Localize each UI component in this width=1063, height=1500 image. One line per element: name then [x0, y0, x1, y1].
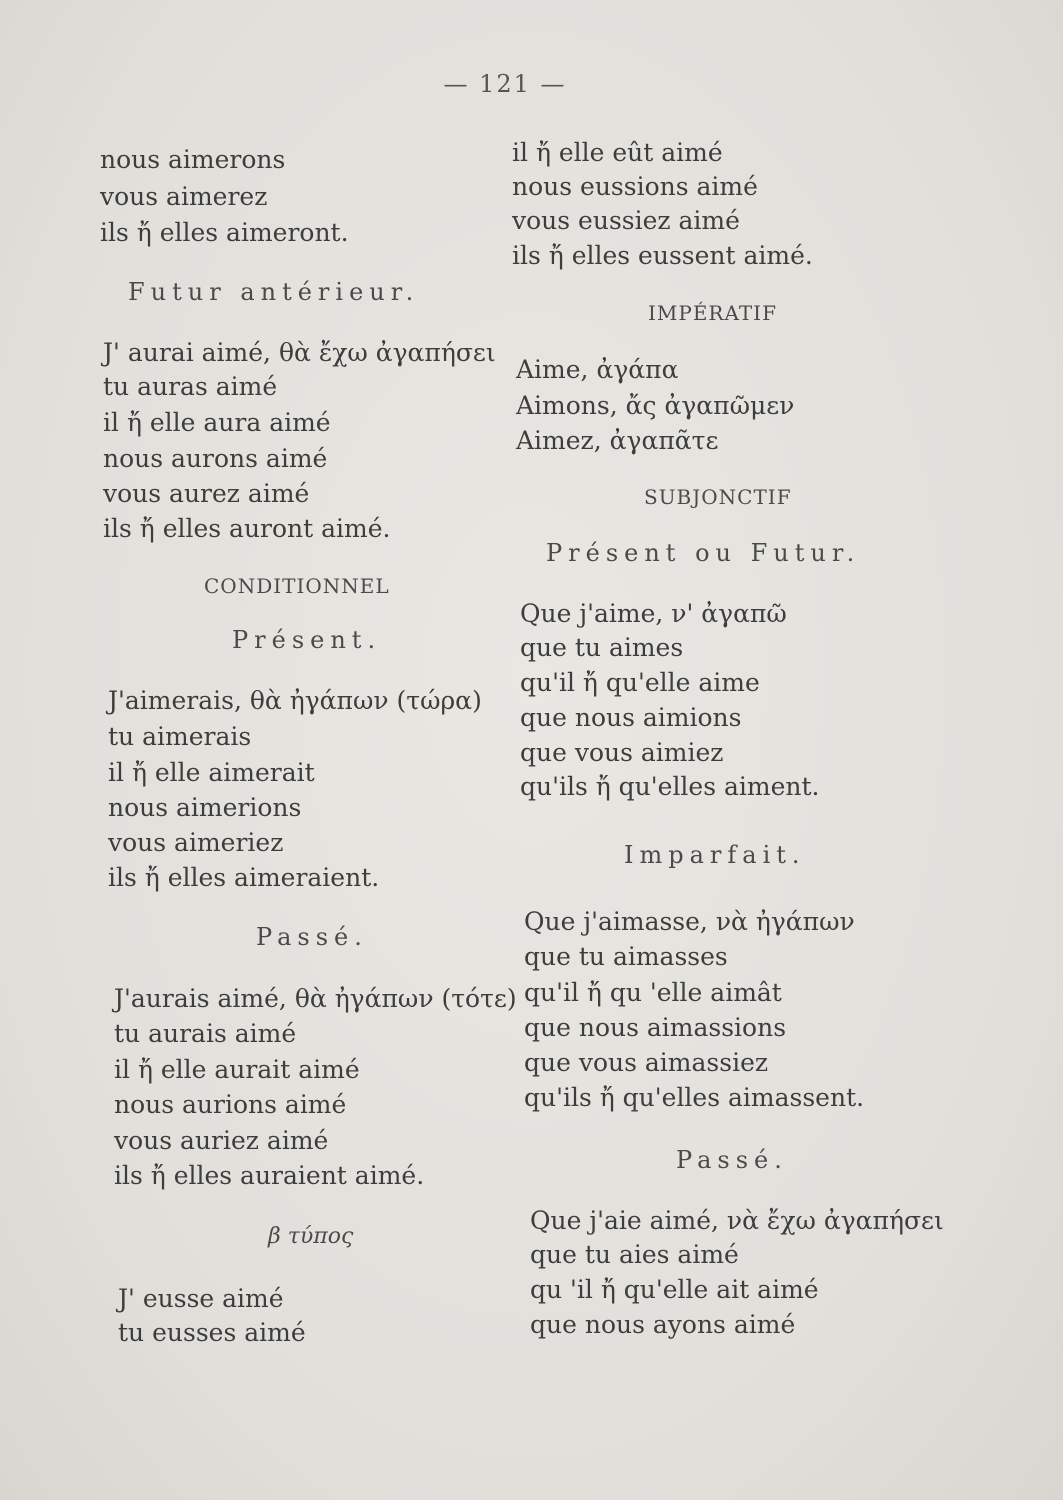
tense-heading: Présent.	[232, 626, 382, 654]
text-line: Aimez, ἀγαπᾶτε	[516, 426, 719, 455]
text-line: qu'ils ἤ qu'elles aiment.	[520, 772, 820, 801]
text-line: que tu aimasses	[524, 942, 728, 971]
text-line: il ἤ elle aura aimé	[103, 408, 331, 437]
text-line: Que j'aimasse, νὰ ἠγάπων	[524, 907, 855, 936]
text-line: Aimons, ἄς ἀγαπῶμεν	[516, 391, 795, 420]
mood-heading: CONDITIONNEL	[204, 574, 390, 598]
text-line: tu auras aimé	[103, 372, 278, 401]
text-line: ils ἤ elles auront aimé.	[103, 514, 391, 543]
text-line: J' eusse aimé	[118, 1284, 284, 1313]
text-line: Que j'aime, ν' ἀγαπῶ	[520, 599, 787, 628]
text-line: ils ἤ elles eussent aimé.	[512, 241, 813, 270]
text-line: nous aimerions	[108, 793, 302, 822]
mood-heading: IMPÉRATIF	[648, 301, 777, 325]
text-line: nous aurons aimé	[103, 444, 328, 473]
text-line: vous eussiez aimé	[512, 206, 740, 235]
text-line: ils ἤ elles aimeront.	[100, 218, 349, 247]
text-line: J'aurais aimé, θὰ ἠγάπων (τότε)	[114, 984, 517, 1013]
text-line: qu 'il ἤ qu'elle ait aimé	[530, 1275, 819, 1304]
tense-heading: β τύπος	[268, 1224, 354, 1249]
text-line: J'aimerais, θὰ ἠγάπων (τώρα)	[108, 686, 482, 715]
section-heading: Futur antérieur.	[128, 278, 420, 306]
text-line: que nous aimassions	[524, 1013, 787, 1042]
text-line: qu'ils ἤ qu'elles aimassent.	[524, 1083, 865, 1112]
text-line: tu aimerais	[108, 722, 252, 751]
text-line: Aime, ἀγάπα	[516, 355, 679, 384]
text-line: il ἤ elle eût aimé	[512, 138, 723, 167]
tense-heading: Passé.	[256, 923, 368, 951]
text-line: que nous aimions	[520, 703, 742, 732]
text-line: nous aimerons	[100, 145, 286, 174]
text-line: que vous aimassiez	[524, 1048, 769, 1077]
tense-heading: Imparfait.	[624, 841, 806, 869]
text-line: nous eussions aimé	[512, 172, 758, 201]
text-line: que tu aies aimé	[530, 1240, 739, 1269]
text-line: ils ἤ elles aimeraient.	[108, 863, 380, 892]
mood-heading: SUBJONCTIF	[644, 485, 792, 509]
text-line: ils ἤ elles auraient aimé.	[114, 1161, 425, 1190]
text-line: que vous aimiez	[520, 738, 724, 767]
text-line: vous aurez aimé	[103, 479, 310, 508]
page-number: — 121 —	[443, 70, 567, 98]
text-line: vous aimerez	[100, 182, 268, 211]
text-line: que tu aimes	[520, 633, 684, 662]
text-line: Que j'aie aimé, νὰ ἔχω ἀγαπήσει	[530, 1206, 944, 1235]
text-line: il ἤ elle aurait aimé	[114, 1055, 360, 1084]
text-line: qu'il ἤ qu 'elle aimât	[524, 978, 782, 1007]
tense-heading: Passé.	[676, 1146, 788, 1174]
text-line: vous auriez aimé	[114, 1126, 329, 1155]
text-line: nous aurions aimé	[114, 1090, 347, 1119]
tense-heading: Présent ou Futur.	[546, 539, 861, 567]
text-line: tu aurais aimé	[114, 1019, 297, 1048]
text-line: qu'il ἤ qu'elle aime	[520, 668, 760, 697]
text-line: J' aurai aimé, θὰ ἔχω ἀγαπήσει	[103, 338, 496, 367]
text-line: tu eusses aimé	[118, 1318, 306, 1347]
text-line: que nous ayons aimé	[530, 1310, 796, 1339]
text-line: il ἤ elle aimerait	[108, 758, 315, 787]
text-line: vous aimeriez	[108, 828, 284, 857]
